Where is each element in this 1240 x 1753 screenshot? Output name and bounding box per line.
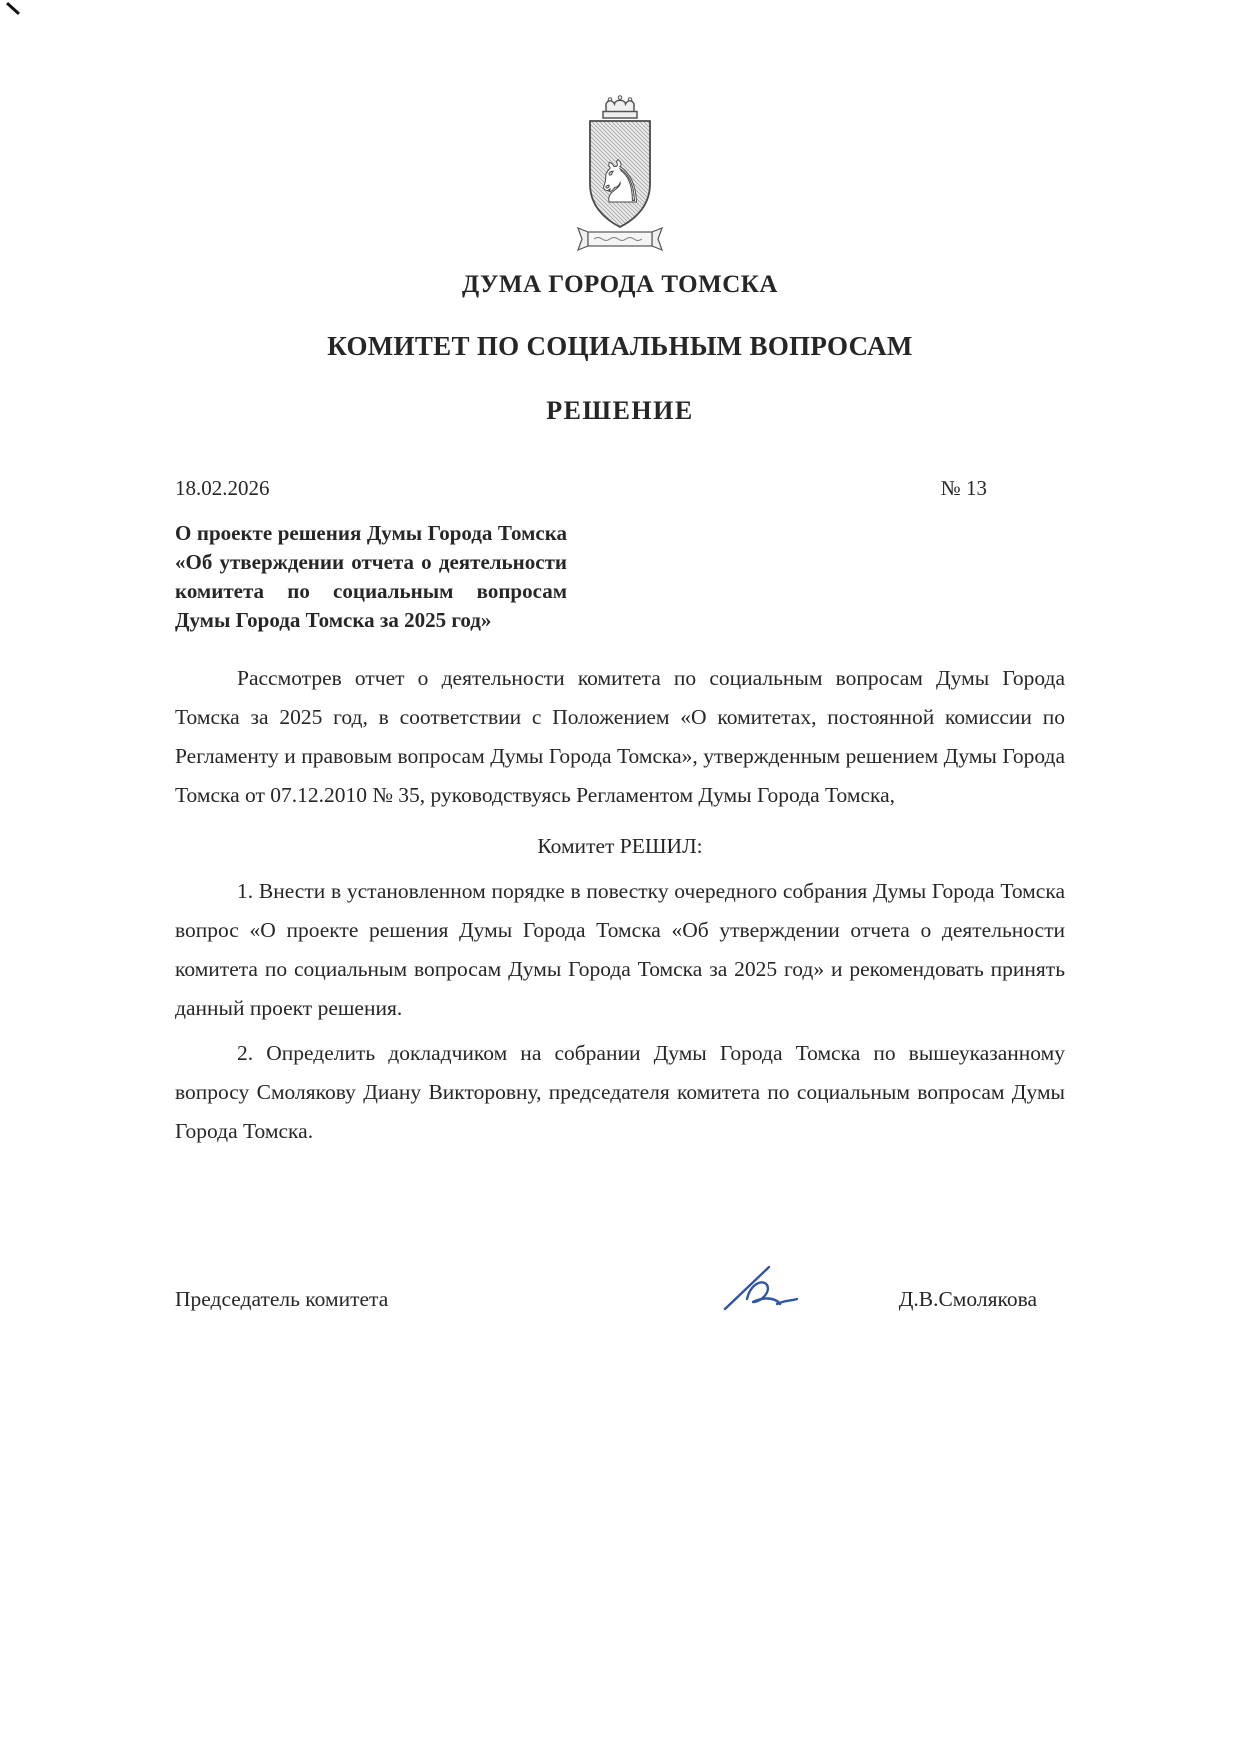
handwritten-signature-icon — [719, 1259, 829, 1320]
organization-name: ДУМА ГОРОДА ТОМСКА — [462, 271, 778, 298]
svg-text:♞: ♞ — [594, 148, 646, 216]
scan-artifact — [6, 2, 20, 15]
committee-name: КОМИТЕТ ПО СОЦИАЛЬНЫМ ВОПРОСАМ — [327, 331, 913, 361]
signature-row — [175, 1259, 1065, 1312]
document-meta-row — [175, 476, 1065, 501]
document-type-title: РЕШЕНИЕ — [546, 396, 694, 425]
document-number: № 13 — [940, 476, 987, 500]
document-subject: О проекте решения Думы Города Томска «Об утверждении отчета о деятельности комитета по социальным вопросам Думы Города Томска за 2025 год» — [175, 521, 567, 632]
resolution-item-1: 1. Внести в установленном порядке в повестку очередного собрания Думы Города Томска вопрос «О проекте решения Думы Города Томска «Об утверждении отчета о деятельности комитета по социальным вопросам Думы Города Томска за 2025 год» и рекомендовать принять данный проект решения. — [175, 879, 1065, 1020]
document-date: 18.02.2026 — [175, 476, 270, 500]
tomsk-coat-of-arms-icon — [570, 92, 670, 257]
preamble-paragraph: Рассмотрев отчет о деятельности комитета по социальным вопросам Думы Города Томска за 2025 год, в соответствии с Положением «О комитетах, постоянной комиссии по Регламенту и правовым вопросам Думы Города Томска», утвержденным решением Думы Города Томска от 07.12.2010 № 35, руководствуясь Регламентом Думы Города Томска, — [175, 666, 1065, 807]
signature-name: Д.В.Смолякова — [898, 1287, 1037, 1311]
resolution-heading: Комитет РЕШИЛ: — [537, 834, 703, 858]
resolution-item-2: 2. Определить докладчиком на собрании Думы Города Томска по вышеуказанному вопросу Смолякову Диану Викторовну, председателя комитета по социальным вопросам Думы Города Томска. — [175, 1041, 1065, 1143]
signature-position: Председатель комитета — [175, 1287, 389, 1311]
